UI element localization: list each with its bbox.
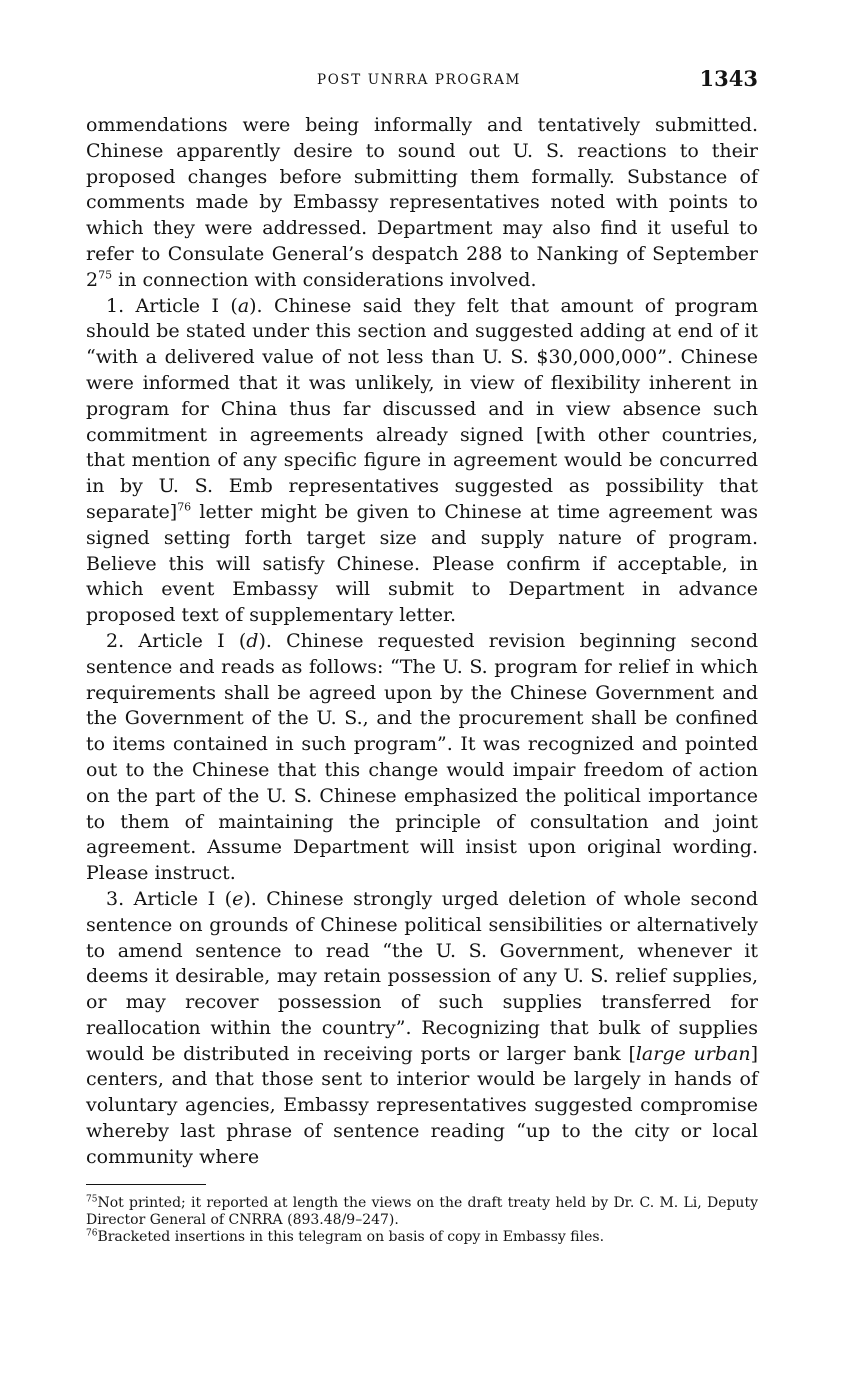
footnotes <box>86 1195 758 1246</box>
article-letter: a <box>237 294 250 317</box>
paragraph-text: letter might be given to Chinese at time agreement was signed setting forth target size and supply nature of program. Believe this will satisfy Chinese. Please confirm if acceptable, in which event Embassy will submit to Department in advance proposed text of supplementary letter. <box>86 500 758 627</box>
paragraph-article-i-d <box>86 629 758 887</box>
footnote-number: 75 <box>86 1194 98 1205</box>
article-letter: e <box>232 887 244 910</box>
running-head: POST UNRRA PROGRAM <box>317 72 521 88</box>
paragraph-text: in connection with considerations involved. <box>112 268 537 291</box>
paragraph-text: ). Chinese strongly urged deletion of whole second sentence on grounds of Chinese political sensibilities or alternatively to amend sentence to read “the U. S. Government, whenever it deems it desirable, may retain possession of any U. S. relief supplies, or may recover possession of such supplies transferred for reallocation within the country”. Recognizing that bulk of supplies would be distributed in receiving ports or larger bank [ <box>86 887 758 1065</box>
footnote-marker-75: 75 <box>98 268 113 282</box>
footnote-divider <box>86 1184 206 1185</box>
footnote-text: Bracketed insertions in this telegram on basis of copy in Embassy files. <box>97 1229 605 1245</box>
article-letter: d <box>246 629 259 652</box>
footnote-76 <box>86 1229 758 1246</box>
page-number: 1343 <box>699 66 758 91</box>
paragraph-text: ). Chinese requested revision beginning second sentence and reads as follows: “The U. S. program for relief in which requirements shall be agreed upon by the Chinese Government and the Government of the U. S., and the procurement shall be confined to items contained in such program”. It was recognized and pointed out to the Chinese that this change would impair freedom of action on the part of the U. S. Chinese emphasized the political importance to them of maintaining the principle of consultation and joint agreement. Assume Department will insist upon original wording. Please instruct. <box>86 629 758 885</box>
paragraph-text: ). Chinese said they felt that amount of program should be stated under this section and suggested adding at end of it “with a delivered value of not less than U. S. $30,000,000”. Chinese were informed that it was unlikely, in view of flexibility inherent in program for China thus far discussed and in view absence such commitment in agreements already signed [with other countries, that mention of any specific figure in agreement would be concurred in by U. S. Emb representatives suggested as possibility that separate] <box>86 294 758 523</box>
paragraph-text: ] centers, and that those sent to interior would be largely in hands of voluntary agencies, Embassy representatives suggested compromise whereby last phrase of sentence reading “up to the city or local community where <box>86 1042 758 1168</box>
paragraph-lead: 3. Article I ( <box>106 887 233 910</box>
footnote-number: 76 <box>86 1228 98 1239</box>
paragraph-article-i-a <box>86 294 758 629</box>
paragraph-lead: 1. Article I ( <box>106 294 238 317</box>
footnote-75 <box>86 1195 758 1229</box>
body-text <box>86 113 758 1171</box>
page-header <box>80 66 758 94</box>
paragraph-lead: 2. Article I ( <box>106 629 247 652</box>
italic-insertion: large urban <box>635 1042 751 1065</box>
footnote-marker-76: 76 <box>177 500 192 514</box>
paragraph-text: ommendations were being informally and tentatively submitted. Chinese apparently desire to sound out U. S. reactions to their proposed changes before submitting them formally. Substance of comments made by Embassy representatives noted with points to which they were addressed. Department may also find it useful to refer to Consulate General’s despatch 288 to Nanking of September 2 <box>86 114 758 291</box>
footnote-text: Not printed; it reported at length the views on the draft treaty held by Dr. C. M. Li, Deputy Director General of CNRRA (893.48/9–247). <box>86 1195 758 1228</box>
paragraph-article-i-e <box>86 887 758 1171</box>
paragraph-continuation <box>86 113 758 294</box>
